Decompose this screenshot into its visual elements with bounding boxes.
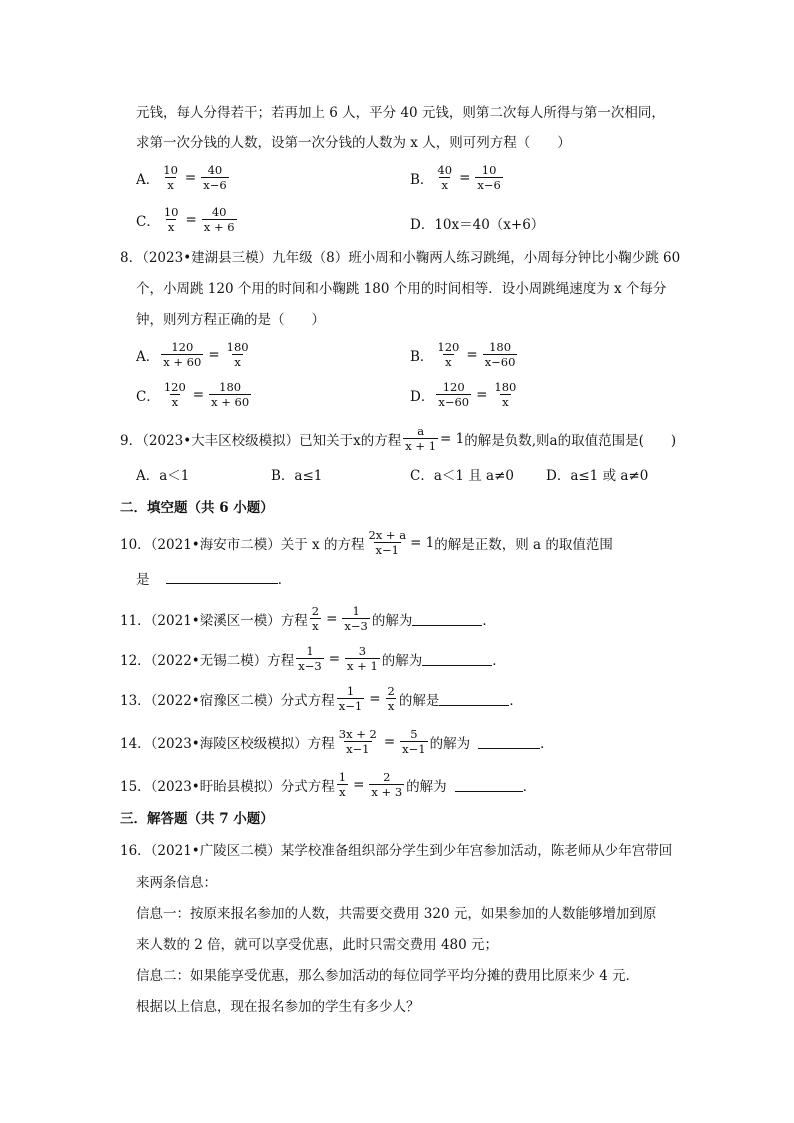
q11-suffix: 的解为 (371, 612, 413, 629)
fraction (162, 205, 181, 234)
q8-option-c (136, 380, 253, 409)
q16-line6: 根据以上信息，现在报名参加的学生有多少人？ (136, 999, 420, 1015)
q10-line2 (136, 569, 291, 591)
denominator: x−1 (346, 742, 370, 756)
period: ． (277, 572, 292, 588)
numerator: 180 (494, 380, 517, 394)
fraction (483, 340, 518, 369)
numerator: 3 (358, 644, 367, 658)
fraction (337, 770, 348, 799)
fraction (209, 380, 251, 409)
q7-line1: 元钱，每人分得若干；若再加上 6 人，平分 40 元钱，则第二次每人所得与第一次相同， (136, 105, 665, 121)
q13 (120, 684, 523, 713)
denominator: x (312, 619, 319, 633)
numerator: 40 (437, 163, 453, 177)
numerator: 3x + 2 (338, 727, 377, 741)
numerator: 1 (346, 684, 355, 698)
numerator: 40 (211, 205, 227, 219)
numerator: a (417, 424, 425, 438)
denominator: x (171, 395, 179, 409)
answer-blank[interactable] (478, 734, 540, 749)
equals-sign: = (328, 650, 341, 667)
q16-line3: 信息一：按原来报名参加的人数，共需要交费用 320 元，如果参加的人数能够增加到原 (136, 906, 657, 922)
numerator: 180 (489, 340, 512, 354)
q15-prefix: 15．（2023•盱眙县模拟）分式方程 (120, 778, 335, 795)
q15-suffix: 的解为 (406, 778, 447, 795)
numerator: 10 (163, 163, 178, 177)
q7-line2: 求第一次分钱的人数，设第一次分钱的人数为 x 人，则可列方程（ ） (136, 135, 571, 151)
numerator: 10 (163, 205, 179, 219)
q7-option-a (136, 163, 231, 192)
q13-prefix: 13．（2022•宿豫区二模）分式方程 (120, 692, 335, 709)
q9-option-c: C．a＜1 且 a≠0 (410, 468, 514, 484)
q14-prefix: 14．（2023•海陵区校级模拟）方程 (120, 735, 335, 752)
q10-stem (120, 528, 613, 557)
q12-suffix: 的解为 (381, 652, 423, 669)
q8-line1: 8．（2023•建湖县三模）九年级（8）班小周和小鞠两人练习跳绳，小周每分钟比小鞠少跳 60 (120, 250, 681, 266)
q7-option-c (136, 205, 239, 234)
option-text: 10x＝40（x+6） (434, 217, 545, 233)
option-label: B． (410, 348, 434, 365)
q11 (120, 604, 496, 633)
equals-sign: = (383, 733, 396, 750)
q8-line2: 个，小周跳 120 个用的时间和小鞠跳 180 个用的时间相等．设小周跳绳速度为 x 个每分 (136, 281, 667, 297)
equals-sign: = (369, 690, 381, 707)
numerator: 1 (306, 644, 314, 658)
denominator: x−1 (375, 543, 399, 557)
denominator: x−1 (338, 699, 363, 713)
fraction (225, 340, 251, 369)
option-label: C． (136, 213, 160, 230)
numerator: 180 (226, 340, 249, 354)
fraction (202, 205, 237, 234)
equals-sign: = (476, 386, 488, 403)
period: ． (540, 735, 554, 752)
q9-option-d: D．a≤1 或 a≠0 (546, 468, 649, 484)
numerator: 2 (387, 684, 395, 698)
section-heading-solutions: 三．解答题（共 7 小题） (120, 811, 274, 827)
fraction (162, 380, 188, 409)
numerator: 10 (481, 163, 497, 177)
q12-prefix: 12．（2022•无锡二模）方程 (120, 652, 295, 669)
denominator: x (167, 178, 174, 192)
answer-blank[interactable] (166, 569, 278, 584)
equals-sign: = (459, 169, 471, 186)
denominator: x (387, 699, 395, 713)
denominator: x + 6 (203, 220, 235, 234)
denominator: x + 3 (371, 785, 403, 799)
fraction (400, 727, 427, 756)
equals-sign: = (326, 610, 338, 627)
numerator: 5 (410, 727, 418, 741)
q11-prefix: 11．（2021•梁溪区一模）方程 (120, 612, 308, 629)
q7-option-d (410, 213, 544, 233)
period: ． (492, 652, 506, 669)
fraction (492, 380, 518, 409)
q16-line1: 16．（2021•广陵区二模）某学校准备组织部分学生到少年宫参加活动，陈老师从少年宫带回 (120, 843, 673, 859)
q15 (120, 770, 536, 799)
q10-line2-text: 是 (136, 572, 150, 588)
section-heading-fill-blank: 二．填空题（共 6 小题） (120, 500, 274, 516)
fraction (310, 604, 321, 633)
fraction (161, 340, 203, 369)
q10-suffix: 的解是正数，则 a 的取值范围 (434, 536, 613, 553)
option-label: A． (136, 171, 160, 188)
numerator: 2 (311, 604, 320, 618)
q12 (120, 644, 506, 673)
q9-option-a: A．a＜1 (136, 468, 190, 484)
numerator: 120 (163, 380, 186, 394)
q7-option-b (410, 163, 505, 192)
numerator: 120 (437, 340, 460, 354)
denominator: x + 60 (211, 395, 250, 409)
denominator: x (441, 178, 448, 192)
denominator: x (234, 355, 241, 369)
option-label: B． (410, 171, 434, 188)
option-label: A． (136, 348, 160, 365)
answer-blank[interactable] (412, 611, 482, 626)
q9-prefix: 9．（2023•大丰区校级模拟）已知关于x的方程 (120, 432, 402, 449)
denominator: x−6 (203, 178, 227, 192)
equation-rhs: = 1 (410, 534, 435, 551)
denominator: x−60 (438, 395, 470, 409)
denominator: x (445, 355, 452, 369)
fraction (337, 727, 379, 756)
q9-stem (120, 424, 676, 453)
q8-option-a (136, 340, 253, 369)
denominator: x + 1 (405, 439, 437, 453)
fraction (436, 380, 471, 409)
fraction (366, 528, 408, 557)
equals-sign: = (208, 346, 220, 363)
fraction (337, 684, 364, 713)
fraction (342, 604, 369, 633)
equals-sign: = (185, 211, 197, 228)
denominator: x−3 (298, 659, 322, 673)
answer-blank[interactable] (422, 651, 492, 666)
fraction (201, 163, 228, 192)
q16-line2: 来两条信息： (136, 875, 217, 891)
q8-option-b (410, 340, 519, 369)
q14-suffix: 的解为 (429, 735, 471, 752)
denominator: x + 60 (163, 355, 202, 369)
q8-option-d (410, 380, 520, 409)
numerator: 1 (338, 770, 347, 784)
q8-line3: 钟，则列方程正确的是（ ） (136, 312, 325, 328)
q10-prefix: 10．（2021•海安市二模）关于 x 的方程 (120, 536, 365, 553)
fraction (386, 684, 397, 713)
period: ． (522, 778, 537, 795)
numerator: 2 (383, 770, 391, 784)
denominator: x−1 (402, 742, 426, 756)
q13-suffix: 的解是 (398, 692, 440, 709)
numerator: 2x + a (368, 528, 407, 542)
denominator: x−6 (477, 178, 501, 192)
q16-line4: 来人数的 2 倍，就可以享受优惠，此时只需交费用 480 元； (136, 937, 499, 953)
numerator: 1 (352, 604, 360, 618)
numerator: 120 (171, 340, 194, 354)
option-label: D． (410, 217, 435, 233)
equation-rhs: = 1 (440, 430, 465, 447)
answer-blank[interactable] (455, 777, 523, 792)
numerator: 40 (207, 163, 223, 177)
fraction (369, 770, 404, 799)
denominator: x + 1 (347, 659, 378, 673)
fraction (345, 644, 380, 673)
numerator: 120 (442, 380, 465, 394)
fraction (435, 163, 454, 192)
option-label: D． (410, 388, 435, 405)
denominator: x (502, 395, 509, 409)
fraction (296, 644, 323, 673)
denominator: x (339, 785, 346, 799)
denominator: x (167, 220, 175, 234)
option-label: C． (136, 388, 160, 405)
denominator: x−3 (344, 619, 368, 633)
fraction (435, 340, 461, 369)
period: ． (509, 692, 523, 709)
equals-sign: = (192, 386, 205, 403)
fraction (161, 163, 180, 192)
answer-blank[interactable] (439, 691, 509, 706)
q9-option-b: B．a≤1 (271, 468, 323, 484)
equals-sign: = (184, 169, 197, 186)
denominator: x−60 (484, 355, 516, 369)
period: ． (482, 612, 496, 629)
equals-sign: = (353, 776, 365, 793)
q14 (120, 727, 554, 756)
fraction (403, 424, 438, 453)
fraction (475, 163, 502, 192)
numerator: 180 (219, 380, 242, 394)
q16-line5: 信息二：如果能享受优惠，那么参加活动的每位同学平均分摊的费用比原来少 4 元． (136, 968, 640, 984)
equals-sign: = (466, 346, 478, 363)
q9-suffix: 的解是负数,则a的取值范围是( ) (464, 432, 677, 449)
